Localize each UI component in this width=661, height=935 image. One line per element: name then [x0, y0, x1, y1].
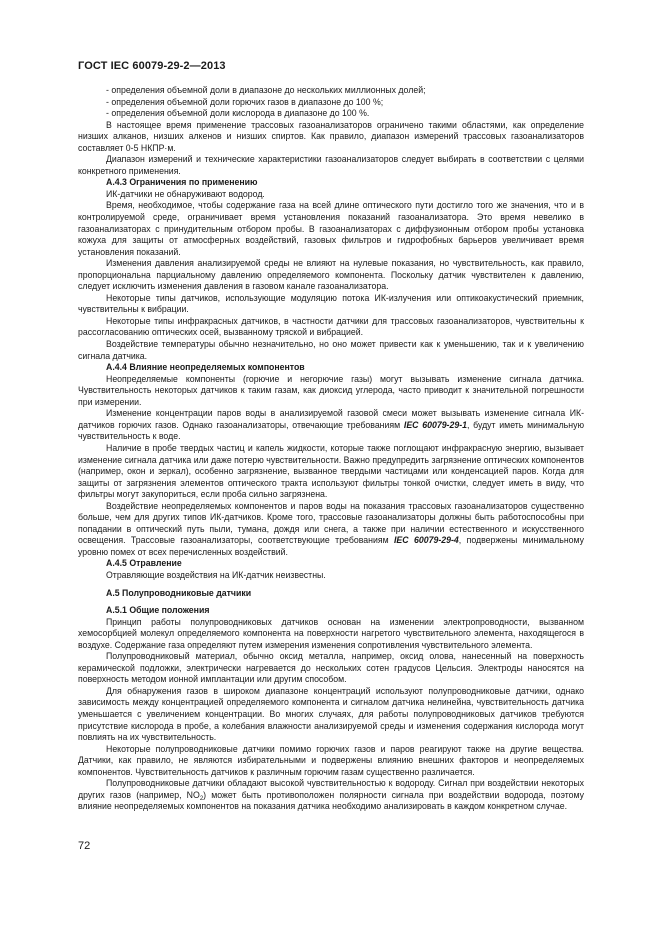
- heading-a-4-5: А.4.5 Отравление: [106, 558, 182, 569]
- list-item: - определения объемной доли в диапазоне до нескольких миллионных долей;: [106, 85, 426, 95]
- standard-reference: IEC 60079-29-1: [403, 419, 467, 430]
- paragraph-pressure: Изменения давления анализируемой среды не влияют на нулевые показания, но чувствительность, как правило, пропорциональна парциальному давлению определяемого компонента. Поскольку датчик чувствителен к давлению, следует исключить изменения давления в газовом канале газоанализатора.: [78, 258, 584, 292]
- paragraph-text: , подвержены минимальному уровню помех от всех перечисленных воздействий.: [78, 535, 585, 557]
- paragraph-detection: Для обнаружения газов в широком диапазоне концентраций используют полупроводниковые датчики, однако зависимость между концентрацией определяемого компонента и сигналом датчика нелинейна, чувствительность датчика уменьшается с увеличением концентрации. Во многих случаях, для работы полупроводниковых датчиков требуются присутствие кислорода в пробе, а колебания влажности анализируемой среды и изменения содержания кислорода могут повлиять на их чувствительность.: [78, 685, 584, 743]
- paragraph-other-vapors: Некоторые полупроводниковые датчики помимо горючих газов и паров реагируют также на другие вещества. Датчики, как правило, не являются избирательными и подвержены влиянию внешних факторов и неопределяемых компонентов. Чувствительность датчиков к различным горючим газам существенно различается.: [78, 743, 584, 777]
- paragraph-text: , будут иметь минимальную чувствительность к воде.: [78, 419, 585, 442]
- paragraph-range: Диапазон измерений и технические характеристики газоанализаторов следует выбирать в соответствии с целями конкретного применения.: [78, 154, 584, 176]
- paragraph-misalignment: Некоторые типы инфракрасных датчиков, в частности датчики для трассовых газоанализаторов, чувствительны к рассогласованию оптических осей, вызванному тряской и вибрацией.: [78, 315, 584, 338]
- paragraph-particles: Наличие в пробе твердых частиц и капель жидкости, которые также поглощают инфракрасную энергию, вызывает изменение сигнала датчика или даже потерю чувствительности. Важно предупредить загрязнение оптических компонентов (например, окон и зеркал), особенно загрязнение, вызванное твердыми частицами или конденсацией паров. Когда для защиты от загрязнения элементов оптического тракта используют фильтры тонкой очистки, следует иметь в виду, что фильтры могут закупориться, если проба сильно загрязнена.: [78, 442, 584, 500]
- paragraph-water-vapor: [78, 408, 584, 443]
- paragraph-principle: Принцип работы полупроводниковых датчиков основан на изменении электропроводности, вызванном хемосорбцией молекул определяемого компонента на поверхности нагретого чувствительного элемента, находящегося в воздухе. Содержание газа определяют путем измерения изменения сопротивления чувствительного элемента.: [78, 616, 584, 650]
- list-item: - определения объемной доли кислорода в диапазоне до 100 %.: [106, 108, 370, 119]
- paragraph-text: ) может быть противоположен полярности сигнала при воздействии водорода, поэтому влияние неопределяемых компонентов на показания датчика необходимо анализировать в каждом конкретном случае.: [78, 789, 584, 812]
- document-body: [78, 85, 584, 813]
- paragraph-temperature: Воздействие температуры обычно незначительно, но оно может привести как к уменьшению, так и к увеличению сигнала датчика.: [78, 339, 584, 361]
- heading-a-5: А.5 Полупроводниковые датчики: [106, 587, 252, 598]
- paragraph-current-use: В настоящее время применение трассовых газоанализаторов ограничено такими областями, как определение низших алканов, низших алкенов и низших спиртов. Как правило, диапазон измерений трассовых газоанализаторов составляет 0-5 НКПР·м.: [78, 119, 584, 153]
- standard-reference: IEC 60079-29-4: [394, 535, 459, 546]
- paragraph-hydrogen: [78, 778, 584, 813]
- paragraph-modulation: Некоторые типы датчиков, использующие модуляцию потока ИК-излучения или оптикоакустический приемник, чувствительны к вибрации.: [78, 292, 584, 315]
- page-number: 72: [78, 840, 91, 852]
- paragraph-text: Изменение концентрации паров воды в анализируемой газовой смеси может вызывать изменение сигнала ИК-датчиков горючих газов. Однако газоанализаторы, отвечающие требованиям: [78, 408, 584, 430]
- paragraph-text: Полупроводниковые датчики обладают высокой чувствительностью к водороду. Сигнал при воздействии некоторых других газов (например, NO: [78, 778, 584, 800]
- subscript: 2: [199, 795, 204, 802]
- paragraph-nondetected: Неопределяемые компоненты (горючие и негорючие газы) могут вызывать изменение сигнала датчика. Чувствительность некоторых датчиков к таким газам, как диоксид углерода, часто приводит к значительной погрешности при измерении.: [78, 373, 584, 407]
- paragraph-response-time: Время, необходимое, чтобы содержание газа на всей длине оптического пути достигло того же значения, что и в контролируемой среде, ограничивает время установления показаний газоанализатора. Это время невелико в газоанализаторах с принудительным отбором пробы. В газоанализаторах с диффузионным отбором пробы установка кожуха для защиты от атмосферных воздействий, газовых фильтров и гидрофобных барьеров увеличивает время установления показаний.: [78, 200, 584, 257]
- paragraph-no-hydrogen: ИК-датчики не обнаруживают водород.: [106, 188, 265, 199]
- page-header-title: ГОСТ IEC 60079-29-2—2013: [78, 60, 226, 72]
- paragraph-text: Воздействие неопределяемых компонентов и паров воды на показания трассовых газоанализаторов существенно больше, чем для других типов ИК-датчиков. Кроме того, трассовые газоанализаторы должны быть работоспособны при попадании в оптический путь пыли, тумана, дождя или снега, а также при наличии естественного и искусственного освещения. Трассовые газоанализаторы, соответствующие требованиям: [78, 500, 584, 546]
- list-item: - определения объемной доли горючих газов в диапазоне до 100 %;: [106, 96, 384, 107]
- heading-a-5-1: А.5.1 Общие положения: [106, 605, 210, 616]
- heading-a-4-4: А.4.4 Влияние неопределяемых компонентов: [106, 362, 305, 373]
- paragraph-open-path: [78, 501, 584, 559]
- paragraph-poisoning: Отравляющие воздействия на ИК-датчик неизвестны.: [106, 569, 326, 580]
- heading-a-4-3: А.4.3 Ограничения по применению: [106, 177, 258, 188]
- paragraph-material: Полупроводниковый материал, обычно оксид металла, например, оксид олова, нанесенный на поверхность керамической подложки, электрически нагревается до нескольких сотен градусов Цельсия. Электроды наносятся на поверхность методом ионной имплантации или другим способом.: [78, 651, 584, 685]
